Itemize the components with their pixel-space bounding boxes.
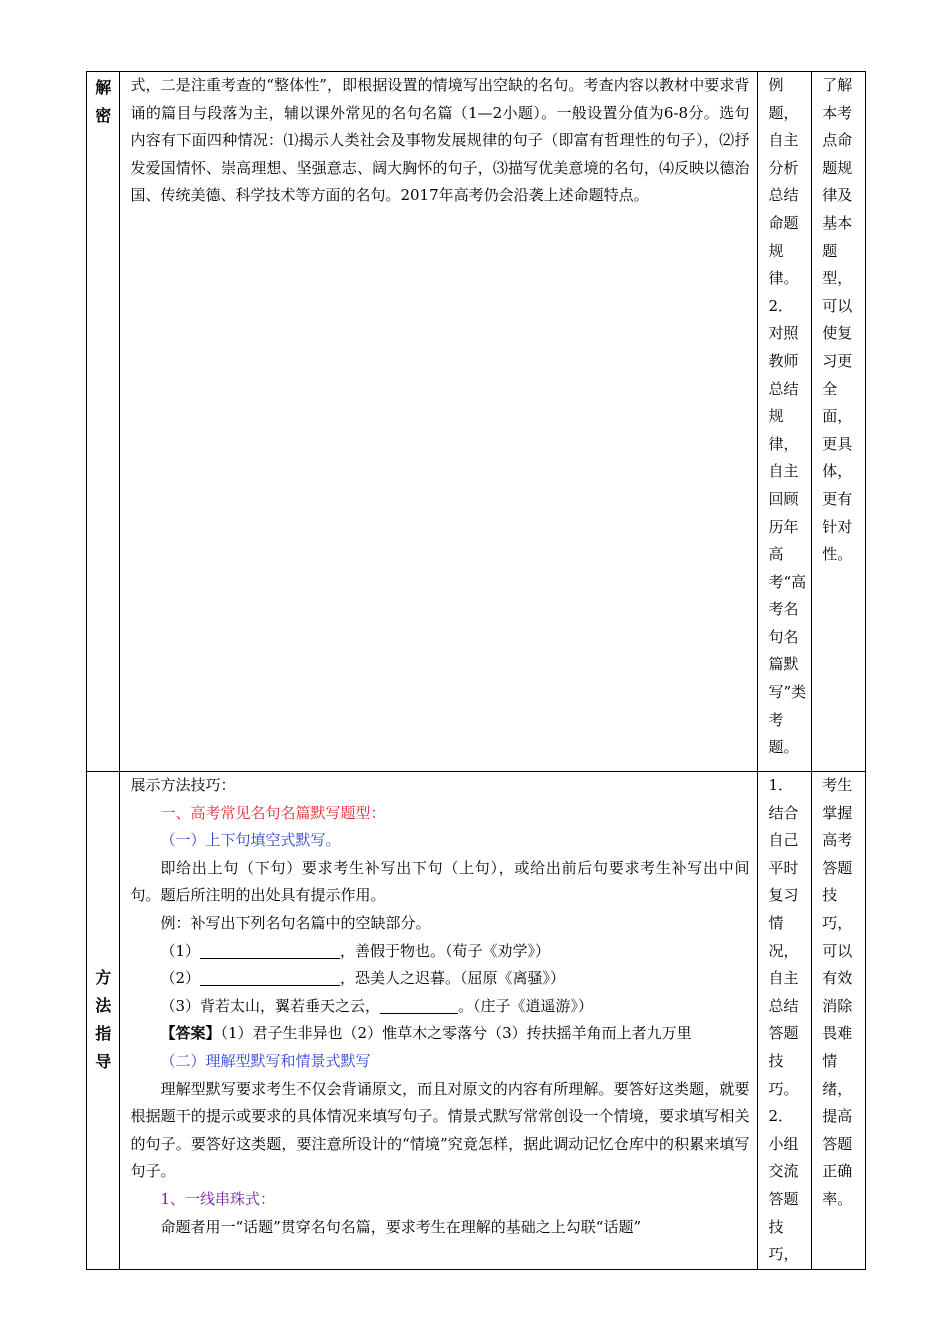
question-2	[130, 965, 749, 993]
content-cell	[120, 772, 758, 1270]
answer-blank[interactable]	[200, 967, 340, 986]
design-intent-text: 考生掌握高考答题技巧，可以有效消除畏难情绪，提高答题正确率。	[822, 776, 853, 1208]
subsection-heading: （一）上下句填空式默写。	[160, 831, 341, 850]
student-activity-cell	[758, 772, 812, 1270]
design-intent-cell	[812, 772, 866, 1270]
example-line: 例：补写出下列名句名篇中的空缺部分。	[160, 913, 431, 932]
question-text: 。（庄子《逍遥游》）	[458, 996, 594, 1015]
answer-text: （1）君子生非异也（2）惟草木之零落兮（3）抟扶摇羊角而上者九万里	[220, 1024, 692, 1043]
question-text: ，恐美人之迟暮。（屈原《离骚》）	[340, 969, 566, 988]
answer-line	[130, 1020, 749, 1048]
paragraph: 式，二是注重考查的“整体性”，即根据设置的情境写出空缺的名句。考查内容以教材中要求背诵的篇目与段落为主，辅以课外常见的名句名篇（1—2小题）。一般设置分值为6-8分。选句内容有下面四种情况：⑴揭示人类社会及事物发展规律的句子（即富有哲理性的句子），⑵抒发爱国情怀、崇高理想、坚强意志、阔大胸怀的句子，⑶描写优美意境的名句，⑷反映以德治国、传统美德、科学技术等方面的名句。2017年高考仍会沿袭上述命题特点。	[130, 76, 750, 205]
student-activity-cell	[758, 72, 812, 772]
question-number: （2）	[160, 969, 201, 988]
answer-blank[interactable]	[200, 940, 340, 959]
question-1	[130, 938, 749, 966]
answer-label: 【答案】	[160, 1024, 221, 1043]
design-intent-text: 了解本考点命题规律及基本题型，可以使复习更全面，更具体，更有针对性。	[822, 76, 853, 564]
question-text: ，善假于物也。（荀子《劝学》）	[340, 941, 551, 960]
student-activity-text: 例题，自主分析总结命题规律。2．对照教师总结规律，自主回顾历年高考“高考名句名篇默写”类考题。	[768, 76, 807, 757]
subsection-heading: （二）理解型默写和情景式默写	[160, 1051, 371, 1070]
row-label-text: 解密	[95, 78, 112, 125]
question-3	[130, 993, 749, 1021]
lesson-plan-table	[86, 71, 866, 1270]
intro-line: 展示方法技巧：	[130, 776, 236, 794]
content-cell	[120, 72, 758, 772]
paragraph: 命题者用一“话题”贯穿名句名篇，要求考生在理解的基础之上勾联“话题”	[160, 1217, 642, 1236]
table-row	[87, 72, 866, 772]
question-number: （1）	[160, 941, 201, 960]
student-activity-text: 1．结合自己平时复习情况，自主总结答题技巧。2．小组交流答题技巧，	[768, 776, 799, 1264]
paragraph: 即给出上句（下句）要求考生补写出下句（上句），或给出前后句要求考生补写出中间句。题后所注明的出处具有提示作用。	[130, 858, 750, 905]
section-heading: 一、高考常见名句名篇默写题型：	[160, 803, 386, 822]
row-label-text: 方法指导	[95, 968, 112, 1072]
answer-blank[interactable]	[380, 995, 458, 1014]
row-label-cell	[87, 772, 120, 1270]
question-text: （3）背若太山，翼若垂天之云，	[160, 996, 381, 1015]
paragraph: 理解型默写要求考生不仅会背诵原文，而且对原文的内容有所理解。要答好这类题，就要根据题干的提示或要求的具体情况来填写句子。情景式默写常常创设一个情境，要求填写相关的句子。要答好这类题，要注意所设计的“情境”究竟怎样，据此调动记忆仓库中的积累来填写句子。	[130, 1079, 750, 1181]
subsection-heading: 1、一线串珠式：	[160, 1189, 276, 1208]
design-intent-cell	[812, 72, 866, 772]
table-row	[87, 772, 866, 1270]
row-label	[87, 72, 119, 129]
row-label-cell	[87, 72, 120, 772]
